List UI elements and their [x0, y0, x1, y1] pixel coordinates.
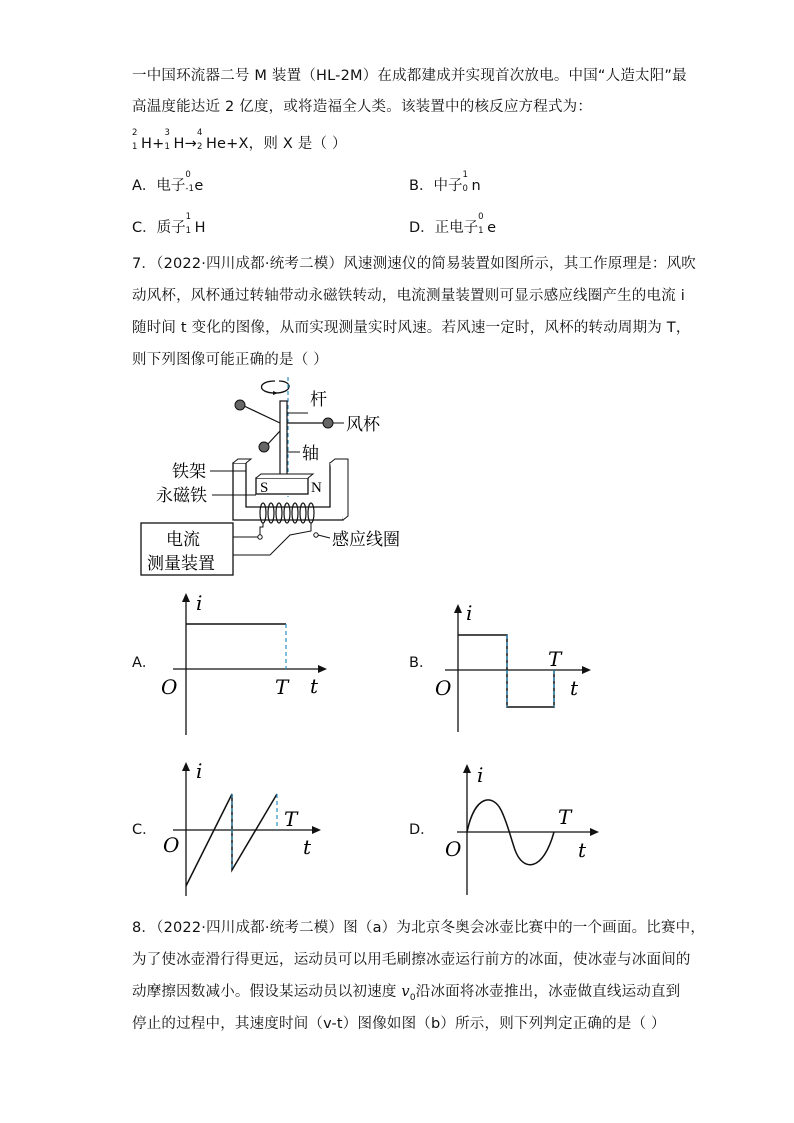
q7-option-d-label[interactable]: D．	[409, 822, 435, 838]
q6-option-c[interactable]: C．质子 1 1 H	[132, 212, 206, 236]
wind-cup-icon	[259, 442, 269, 452]
x-axis-label: t	[303, 835, 312, 859]
q6-equation: 2 1 H+ 3 1 H→ 4 2 He+X，则 X 是（ ）	[132, 128, 347, 152]
y-axis-label: i	[477, 763, 484, 787]
q7-option-b-label[interactable]: B．	[409, 655, 434, 671]
q6-equation-suffix: ，则 X 是（ ）	[248, 136, 347, 152]
q6-text-line2: 高温度能达近 2 亿度，或将造福全人类。该装置中的核反应方程式为：	[132, 99, 593, 115]
q7-text-line1: 7．（2022·四川成都·统考二模）风速测速仪的简易装置如图所示，其工作原理是：风吹	[132, 256, 696, 272]
label-rod: 杆	[310, 390, 327, 410]
graph-option-b[interactable]	[430, 600, 600, 740]
origin-label: O	[445, 837, 462, 861]
x-axis-label: t	[310, 674, 319, 698]
period-label: T	[275, 675, 289, 699]
period-label: T	[558, 805, 572, 829]
x-axis-label: t	[578, 838, 587, 862]
current-curve	[458, 635, 554, 707]
period-label: T	[284, 807, 298, 831]
wind-cup-icon	[235, 400, 245, 410]
q6-option-a[interactable]: A．电子 0 -1 e	[132, 170, 204, 194]
pole-n: N	[311, 480, 322, 496]
q7-text-line3: 随时间 t 变化的图像，从而实现测量实时风速。若风速一定时，风杯的转动周期为 T，	[132, 320, 691, 336]
origin-label: O	[435, 676, 452, 700]
nuclide-h3: 3 1 H	[164, 128, 185, 152]
q6-option-d[interactable]: D．正电子 0 1 e	[409, 212, 497, 236]
q8-text-line4: 停止的过程中，其速度时间（v-t）图像如图（b）所示，则下列判定正确的是（ ）	[132, 1016, 666, 1032]
label-iron-frame: 铁架	[172, 462, 206, 482]
q8-text-line2: 为了使冰壶滑行得更远，运动员可以用毛刷擦冰壶运行前方的冰面，使冰壶与冰面间的	[132, 952, 691, 968]
q6-text-line1: 一中国环流器二号 M 装置（HL-2M）在成都建成并实现首次放电。中国“人造太阳”最	[132, 68, 687, 84]
q6-option-b[interactable]: B．中子 1 0 n	[409, 170, 481, 194]
origin-label: O	[161, 675, 178, 699]
x-axis-label: t	[570, 676, 579, 700]
origin-label: O	[163, 833, 180, 857]
y-axis-label: i	[466, 601, 473, 625]
q7-option-c-label[interactable]: C．	[132, 822, 157, 838]
pole-s: S	[260, 480, 269, 496]
period-label: T	[548, 647, 562, 671]
wind-cup-icon	[323, 418, 333, 428]
label-meter-line1: 电流	[166, 530, 200, 550]
shaft	[280, 401, 287, 481]
v0-symbol: v	[401, 984, 410, 1000]
q8-text-line1: 8．（2022·四川成都·统考二模）图（a）为北京冬奥会冰壶比赛中的一个画面。比赛中，	[132, 920, 706, 936]
nuclide-h2: 2 1 H	[132, 128, 153, 152]
q7-option-a-label[interactable]: A．	[132, 655, 157, 671]
anemometer-diagram	[130, 375, 430, 580]
graph-option-c[interactable]	[155, 758, 325, 900]
label-meter-line2: 测量装置	[147, 554, 215, 574]
label-axle: 轴	[302, 444, 319, 464]
q8-text-line3: 动摩擦因数减小。假设某运动员以初速度 $v_0$沿冰面将冰壶推出，冰壶做直线运动直到	[132, 984, 681, 1003]
q7-text-line2: 动风杯，风杯通过转轴带动永磁铁转动，电流测量装置则可显示感应线圈产生的电流 i	[132, 288, 685, 304]
label-coil: 感应线圈	[332, 530, 400, 550]
label-wind-cup: 风杯	[346, 415, 380, 435]
label-magnet: 永磁铁	[156, 486, 207, 506]
reaction-arrow: →	[184, 136, 197, 152]
q7-text-line4: 则下列图像可能正确的是（ ）	[132, 352, 328, 368]
rotation-arrow-icon	[262, 381, 290, 393]
y-axis-label: i	[196, 759, 203, 783]
graph-option-d[interactable]	[435, 760, 605, 900]
graph-option-a[interactable]	[155, 590, 335, 740]
y-axis-label: i	[196, 591, 203, 615]
nuclide-he4: 4 2 He	[196, 128, 227, 152]
